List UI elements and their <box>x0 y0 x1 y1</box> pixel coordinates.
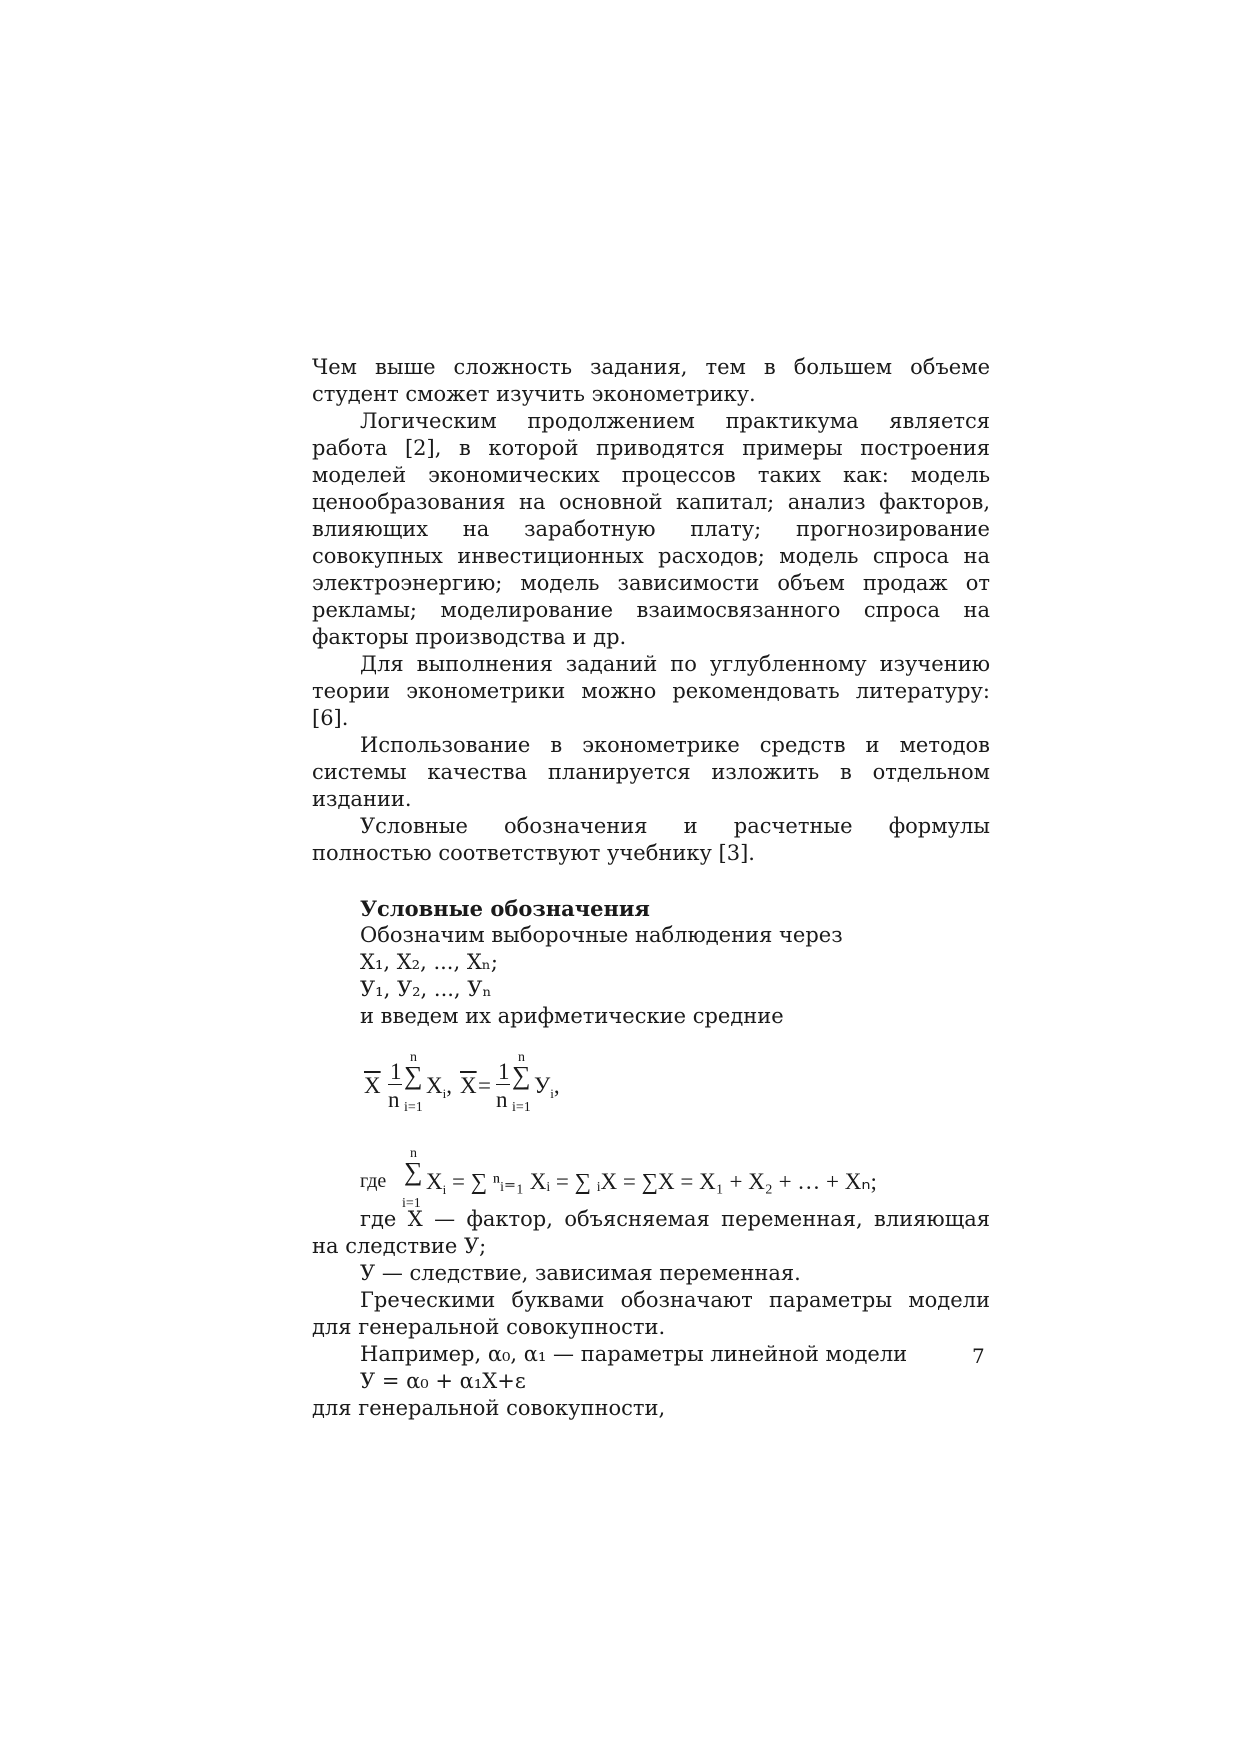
fraction-bar <box>388 1084 402 1085</box>
population-line: для генеральной совокупности, <box>312 1396 666 1420</box>
equals-sign: = <box>478 1073 491 1098</box>
x-bar: $\overline{X}$ <box>364 1073 381 1098</box>
notation-section <box>312 895 990 1030</box>
page-number: 7 <box>972 1344 985 1368</box>
sum-upper-limit: n <box>410 1050 417 1065</box>
x-i: $X_i$, <box>426 1073 452 1101</box>
spacer <box>312 867 990 895</box>
sum-symbol: ∑ <box>404 1061 423 1090</box>
sum-lower-limit: i=1 <box>404 1100 423 1115</box>
sum2-lower-limit: i=1 <box>402 1196 421 1211</box>
mean-formula <box>364 1050 990 1120</box>
means-intro: и введем их арифметические средние <box>360 1004 784 1028</box>
fraction-bar-2 <box>496 1084 510 1085</box>
example-line: Например, α₀, α₁ — параметры линейной модели <box>360 1342 908 1366</box>
x-series: X₁, X₂, ..., Xₙ; <box>360 950 498 974</box>
section-heading: Условные обозначения <box>360 896 650 921</box>
fraction-numerator: 1 <box>390 1059 402 1084</box>
where-label: где <box>360 1170 387 1192</box>
page-body <box>312 354 990 1422</box>
fraction-denominator-2: n <box>496 1087 508 1112</box>
sum2-upper-limit: n <box>410 1146 417 1161</box>
paragraph-1: Чем выше сложность задания, тем в большем объеме студент сможет изучить эконометрику. <box>312 355 990 406</box>
sum-symbol-2: ∑ <box>512 1061 531 1090</box>
fraction-numerator-2: 1 <box>498 1059 510 1084</box>
y-definition: У — следствие, зависимая переменная. <box>360 1261 801 1285</box>
sum2-symbol: ∑ <box>404 1157 423 1186</box>
y-series: У₁, У₂, ..., Уₙ <box>360 977 492 1001</box>
section-intro: Обозначим выборочные наблюдения через <box>360 923 843 947</box>
x-bar-2: $\overline{X}$ <box>460 1073 477 1098</box>
paragraph-4: Использование в эконометрике средств и методов системы качества планируется изложить в отдельном издании. <box>312 733 990 811</box>
sum-notation-formula <box>360 1146 990 1211</box>
greek-letters-note: Греческими буквами обозначают параметры модели для генеральной совокупности. <box>312 1288 990 1339</box>
paragraph-5: Условные обозначения и расчетные формулы полностью соответствуют учебнику [3]. <box>312 814 990 865</box>
model-equation: У = α₀ + α₁X+ε <box>360 1369 526 1393</box>
paragraph-2: Логическим продолжением практикума является работа [2], в которой приводятся примеры построения моделей экономических процессов таких как: модель ценообразования на основной капитал; анализ факторов, влияющих на заработную плату; прогнозирование совокупных инвестиционных расходов; модель спроса на электроэнергию; модель зависимости объем продаж от рекламы; моделирование взаимосвязанного спроса на факторы производства и др. <box>312 409 990 649</box>
fraction-denominator: n <box>388 1087 400 1112</box>
y-i: $У_i$, <box>534 1073 560 1101</box>
paragraph-3: Для выполнения заданий по углубленному изучению теории эконометрики можно рекомендовать литературу: [6]. <box>312 652 990 730</box>
sum-expansion: $X_i$ = ∑ ⁿᵢ₌₁ Xᵢ = ∑ ᵢX = ∑X = X₁ + X₂ + … + Xₙ; <box>426 1169 877 1197</box>
x-definition: где X — фактор, объясняемая переменная, влияющая на следствие У; <box>312 1207 990 1258</box>
sum-upper-limit-2: n <box>518 1050 525 1065</box>
sum-lower-limit-2: i=1 <box>512 1100 531 1115</box>
